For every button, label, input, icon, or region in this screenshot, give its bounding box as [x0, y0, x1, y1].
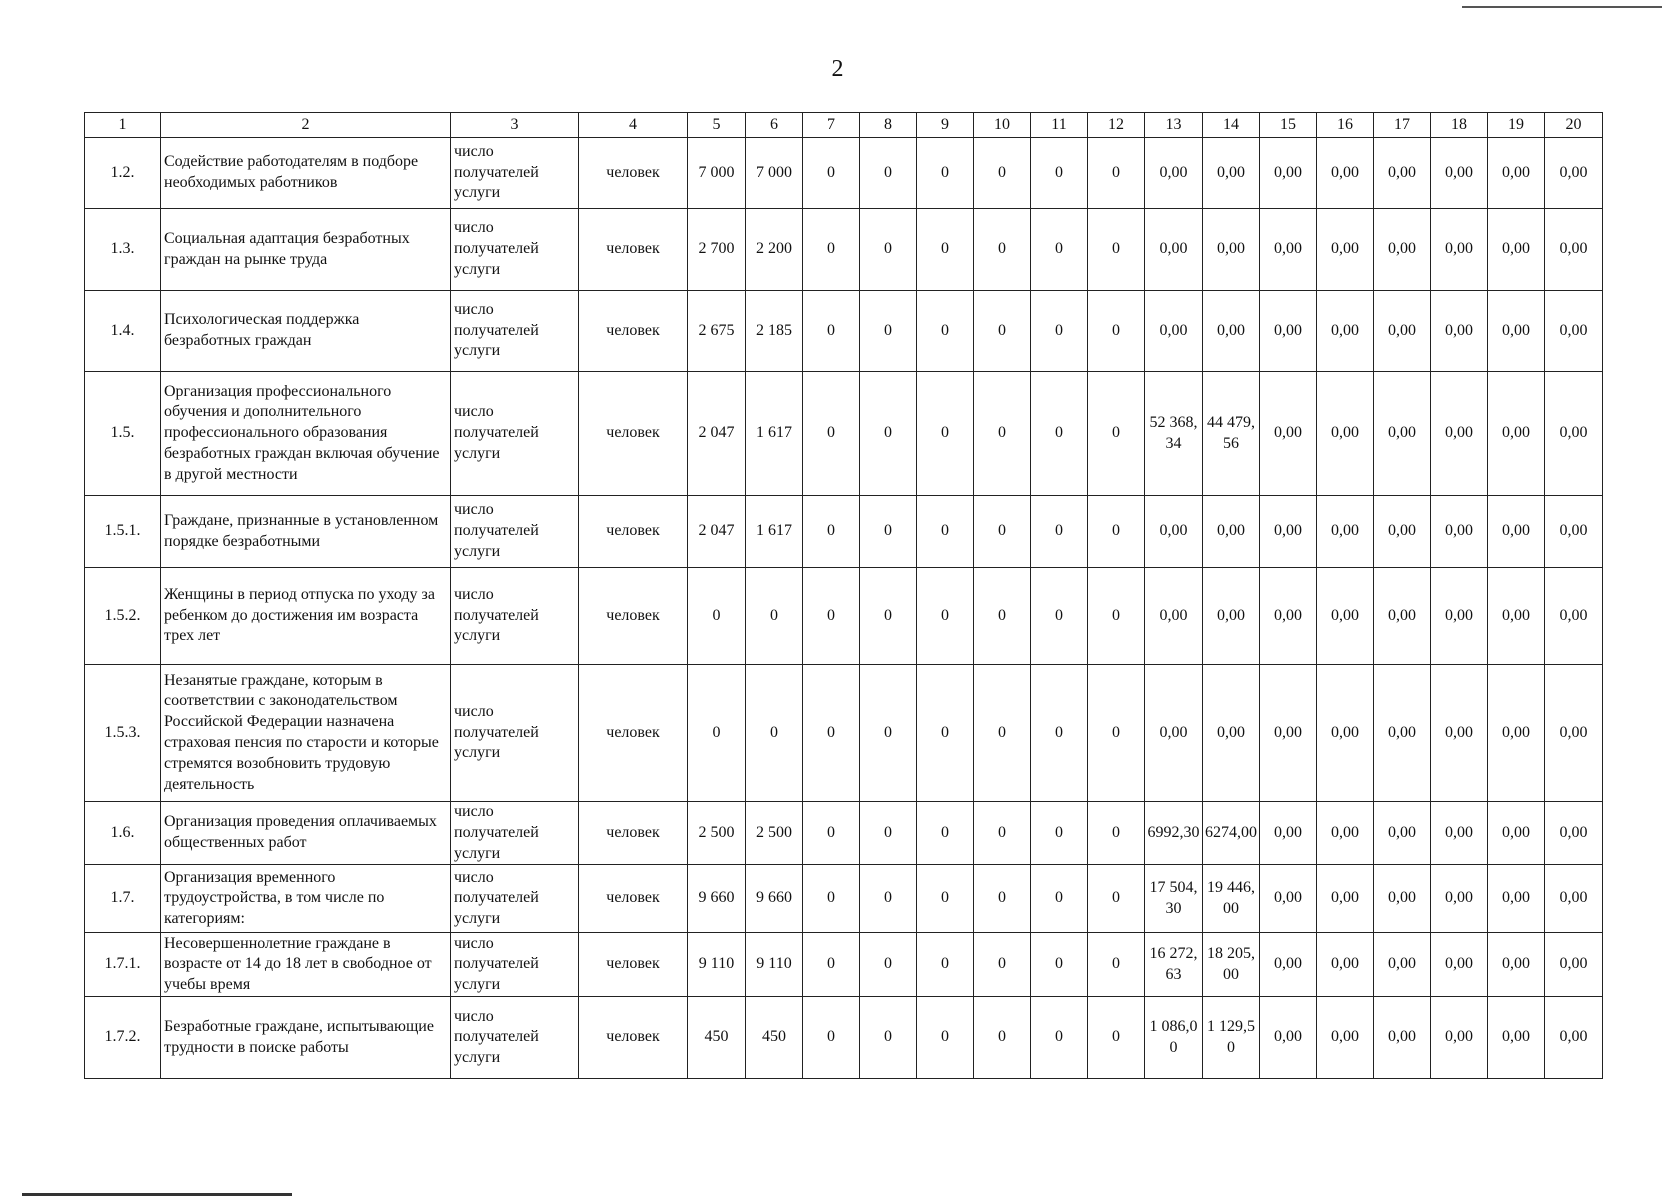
value-cell-col-15: 0,00 [1260, 372, 1317, 496]
value-cell-col-8: 0 [860, 372, 917, 496]
value-cell-col-9: 0 [917, 568, 974, 665]
value-cell-col-16: 0,00 [1317, 372, 1374, 496]
value-cell-col-9: 0 [917, 665, 974, 802]
value-cell-col-6: 2 185 [746, 291, 803, 372]
value-cell-col-20: 0,00 [1545, 865, 1603, 933]
header-cell: 16 [1317, 113, 1374, 138]
row-unit: человек [579, 665, 688, 802]
value-cell-col-9: 0 [917, 209, 974, 291]
table-row [85, 372, 1603, 496]
header-cell: 8 [860, 113, 917, 138]
value-cell-col-8: 0 [860, 291, 917, 372]
value-cell-col-14: 44 479,56 [1203, 372, 1260, 496]
value-cell-col-12: 0 [1088, 802, 1145, 865]
value-cell-col-18: 0,00 [1431, 933, 1488, 997]
value-cell-col-10: 0 [974, 372, 1031, 496]
value-cell-col-11: 0 [1031, 138, 1088, 209]
value-cell-col-12: 0 [1088, 138, 1145, 209]
row-metric: число получателей услуги [451, 865, 579, 933]
row-unit: человек [579, 496, 688, 568]
value-cell-col-16: 0,00 [1317, 496, 1374, 568]
row-name: Содействие работодателям в подборе необходимых работников [161, 138, 451, 209]
row-metric: число получателей услуги [451, 496, 579, 568]
header-cell: 11 [1031, 113, 1088, 138]
value-cell-col-14: 0,00 [1203, 496, 1260, 568]
header-cell: 1 [85, 113, 161, 138]
value-cell-col-6: 7 000 [746, 138, 803, 209]
row-metric: число получателей услуги [451, 802, 579, 865]
value-cell-col-11: 0 [1031, 865, 1088, 933]
value-cell-col-6: 9 110 [746, 933, 803, 997]
value-cell-col-19: 0,00 [1488, 372, 1545, 496]
value-cell-col-7: 0 [803, 568, 860, 665]
value-cell-col-7: 0 [803, 209, 860, 291]
value-cell-col-7: 0 [803, 138, 860, 209]
header-row [85, 113, 1603, 138]
value-cell-col-6: 1 617 [746, 496, 803, 568]
row-metric: число получателей услуги [451, 209, 579, 291]
table-row [85, 138, 1603, 209]
value-cell-col-7: 0 [803, 865, 860, 933]
value-cell-col-6: 2 200 [746, 209, 803, 291]
value-cell-col-14: 0,00 [1203, 665, 1260, 802]
table-row [85, 568, 1603, 665]
value-cell-col-6: 9 660 [746, 865, 803, 933]
value-cell-col-11: 0 [1031, 568, 1088, 665]
value-cell-col-8: 0 [860, 997, 917, 1079]
value-cell-col-13: 0,00 [1145, 665, 1203, 802]
row-unit: человек [579, 372, 688, 496]
value-cell-col-16: 0,00 [1317, 802, 1374, 865]
value-cell-col-19: 0,00 [1488, 138, 1545, 209]
row-unit: человек [579, 802, 688, 865]
value-cell-col-16: 0,00 [1317, 209, 1374, 291]
value-cell-col-16: 0,00 [1317, 568, 1374, 665]
value-cell-col-17: 0,00 [1374, 372, 1431, 496]
value-cell-col-9: 0 [917, 496, 974, 568]
row-metric: число получателей услуги [451, 291, 579, 372]
value-cell-col-9: 0 [917, 291, 974, 372]
value-cell-col-8: 0 [860, 933, 917, 997]
header-cell: 5 [688, 113, 746, 138]
value-cell-col-13: 0,00 [1145, 496, 1203, 568]
value-cell-col-13: 0,00 [1145, 209, 1203, 291]
value-cell-col-6: 450 [746, 997, 803, 1079]
value-cell-col-8: 0 [860, 496, 917, 568]
value-cell-col-13: 0,00 [1145, 291, 1203, 372]
value-cell-col-20: 0,00 [1545, 138, 1603, 209]
row-metric: число получателей услуги [451, 933, 579, 997]
row-name: Психологическая поддержка безработных граждан [161, 291, 451, 372]
value-cell-col-11: 0 [1031, 997, 1088, 1079]
page-number: 2 [831, 56, 844, 82]
value-cell-col-11: 0 [1031, 933, 1088, 997]
value-cell-col-18: 0,00 [1431, 997, 1488, 1079]
value-cell-col-11: 0 [1031, 496, 1088, 568]
value-cell-col-19: 0,00 [1488, 802, 1545, 865]
value-cell-col-5: 9 660 [688, 865, 746, 933]
value-cell-col-13: 0,00 [1145, 138, 1203, 209]
value-cell-col-12: 0 [1088, 568, 1145, 665]
value-cell-col-18: 0,00 [1431, 209, 1488, 291]
value-cell-col-18: 0,00 [1431, 802, 1488, 865]
value-cell-col-15: 0,00 [1260, 138, 1317, 209]
value-cell-col-20: 0,00 [1545, 665, 1603, 802]
value-cell-col-8: 0 [860, 138, 917, 209]
value-cell-col-10: 0 [974, 209, 1031, 291]
value-cell-col-5: 2 700 [688, 209, 746, 291]
row-name: Женщины в период отпуска по уходу за ребенком до достижения им возраста трех лет [161, 568, 451, 665]
value-cell-col-5: 9 110 [688, 933, 746, 997]
top-rule [1462, 6, 1662, 8]
row-metric: число получателей услуги [451, 997, 579, 1079]
header-cell: 10 [974, 113, 1031, 138]
value-cell-col-12: 0 [1088, 865, 1145, 933]
value-cell-col-5: 2 047 [688, 372, 746, 496]
value-cell-col-17: 0,00 [1374, 138, 1431, 209]
value-cell-col-20: 0,00 [1545, 496, 1603, 568]
value-cell-col-19: 0,00 [1488, 291, 1545, 372]
value-cell-col-5: 2 047 [688, 496, 746, 568]
value-cell-col-20: 0,00 [1545, 802, 1603, 865]
value-cell-col-14: 0,00 [1203, 568, 1260, 665]
value-cell-col-20: 0,00 [1545, 372, 1603, 496]
header-cell: 19 [1488, 113, 1545, 138]
row-code: 1.5.1. [85, 496, 161, 568]
value-cell-col-12: 0 [1088, 997, 1145, 1079]
value-cell-col-19: 0,00 [1488, 209, 1545, 291]
bottom-rule [22, 1193, 292, 1196]
value-cell-col-15: 0,00 [1260, 997, 1317, 1079]
row-code: 1.5.2. [85, 568, 161, 665]
value-cell-col-19: 0,00 [1488, 496, 1545, 568]
value-cell-col-18: 0,00 [1431, 865, 1488, 933]
row-code: 1.7. [85, 865, 161, 933]
header-cell: 2 [161, 113, 451, 138]
value-cell-col-15: 0,00 [1260, 209, 1317, 291]
value-cell-col-6: 2 500 [746, 802, 803, 865]
value-cell-col-18: 0,00 [1431, 372, 1488, 496]
value-cell-col-10: 0 [974, 496, 1031, 568]
value-cell-col-5: 0 [688, 665, 746, 802]
value-cell-col-19: 0,00 [1488, 997, 1545, 1079]
value-cell-col-15: 0,00 [1260, 802, 1317, 865]
header-cell: 9 [917, 113, 974, 138]
value-cell-col-13: 16 272,63 [1145, 933, 1203, 997]
header-cell: 17 [1374, 113, 1431, 138]
value-cell-col-7: 0 [803, 933, 860, 997]
value-cell-col-15: 0,00 [1260, 568, 1317, 665]
table-row [85, 209, 1603, 291]
row-code: 1.7.1. [85, 933, 161, 997]
value-cell-col-13: 17 504,30 [1145, 865, 1203, 933]
value-cell-col-17: 0,00 [1374, 496, 1431, 568]
value-cell-col-20: 0,00 [1545, 997, 1603, 1079]
value-cell-col-15: 0,00 [1260, 933, 1317, 997]
row-metric: число получателей услуги [451, 372, 579, 496]
header-cell: 15 [1260, 113, 1317, 138]
header-cell: 6 [746, 113, 803, 138]
value-cell-col-10: 0 [974, 802, 1031, 865]
value-cell-col-13: 0,00 [1145, 568, 1203, 665]
value-cell-col-15: 0,00 [1260, 496, 1317, 568]
value-cell-col-11: 0 [1031, 665, 1088, 802]
table-row [85, 933, 1603, 997]
row-name: Незанятые граждане, которым в соответствии с законодательством Российской Федерации назначена страховая пенсия по старости и которые стремятся возобновить трудовую деятельность [161, 665, 451, 802]
value-cell-col-12: 0 [1088, 665, 1145, 802]
row-metric: число получателей услуги [451, 568, 579, 665]
header-cell: 20 [1545, 113, 1603, 138]
value-cell-col-16: 0,00 [1317, 291, 1374, 372]
value-cell-col-9: 0 [917, 372, 974, 496]
value-cell-col-14: 0,00 [1203, 291, 1260, 372]
row-name: Социальная адаптация безработных граждан на рынке труда [161, 209, 451, 291]
value-cell-col-8: 0 [860, 865, 917, 933]
row-name: Безработные граждане, испытывающие трудности в поиске работы [161, 997, 451, 1079]
row-unit: человек [579, 865, 688, 933]
value-cell-col-14: 0,00 [1203, 138, 1260, 209]
value-cell-col-11: 0 [1031, 209, 1088, 291]
value-cell-col-16: 0,00 [1317, 865, 1374, 933]
row-code: 1.2. [85, 138, 161, 209]
header-cell: 13 [1145, 113, 1203, 138]
value-cell-col-8: 0 [860, 209, 917, 291]
value-cell-col-10: 0 [974, 568, 1031, 665]
value-cell-col-15: 0,00 [1260, 665, 1317, 802]
value-cell-col-14: 1 129,50 [1203, 997, 1260, 1079]
value-cell-col-12: 0 [1088, 372, 1145, 496]
row-name: Организация профессионального обучения и дополнительного профессионального образования безработных граждан включая обучение в другой местности [161, 372, 451, 496]
table-row [85, 865, 1603, 933]
header-cell: 14 [1203, 113, 1260, 138]
value-cell-col-7: 0 [803, 372, 860, 496]
value-cell-col-6: 0 [746, 665, 803, 802]
value-cell-col-9: 0 [917, 933, 974, 997]
value-cell-col-19: 0,00 [1488, 568, 1545, 665]
value-cell-col-19: 0,00 [1488, 665, 1545, 802]
value-cell-col-13: 1 086,00 [1145, 997, 1203, 1079]
value-cell-col-18: 0,00 [1431, 568, 1488, 665]
row-code: 1.4. [85, 291, 161, 372]
value-cell-col-17: 0,00 [1374, 933, 1431, 997]
value-cell-col-5: 7 000 [688, 138, 746, 209]
value-cell-col-17: 0,00 [1374, 665, 1431, 802]
row-unit: человек [579, 997, 688, 1079]
value-cell-col-11: 0 [1031, 372, 1088, 496]
header-cell: 4 [579, 113, 688, 138]
row-name: Организация временного трудоустройства, в том числе по категориям: [161, 865, 451, 933]
header-cell: 3 [451, 113, 579, 138]
value-cell-col-15: 0,00 [1260, 291, 1317, 372]
value-cell-col-17: 0,00 [1374, 291, 1431, 372]
value-cell-col-10: 0 [974, 665, 1031, 802]
value-cell-col-12: 0 [1088, 209, 1145, 291]
value-cell-col-19: 0,00 [1488, 865, 1545, 933]
value-cell-col-12: 0 [1088, 496, 1145, 568]
report-table [84, 112, 1603, 1079]
value-cell-col-10: 0 [974, 138, 1031, 209]
row-name: Граждане, признанные в установленном порядке безработными [161, 496, 451, 568]
value-cell-col-20: 0,00 [1545, 209, 1603, 291]
value-cell-col-8: 0 [860, 802, 917, 865]
value-cell-col-17: 0,00 [1374, 209, 1431, 291]
row-code: 1.5.3. [85, 665, 161, 802]
value-cell-col-5: 2 500 [688, 802, 746, 865]
row-name: Несовершеннолетние граждане в возрасте от 14 до 18 лет в свободное от учебы время [161, 933, 451, 997]
value-cell-col-7: 0 [803, 665, 860, 802]
table-row [85, 997, 1603, 1079]
table-body [85, 113, 1603, 1079]
row-unit: человек [579, 568, 688, 665]
value-cell-col-18: 0,00 [1431, 496, 1488, 568]
row-code: 1.7.2. [85, 997, 161, 1079]
row-code: 1.5. [85, 372, 161, 496]
value-cell-col-16: 0,00 [1317, 933, 1374, 997]
value-cell-col-12: 0 [1088, 291, 1145, 372]
value-cell-col-14: 19 446,00 [1203, 865, 1260, 933]
value-cell-col-10: 0 [974, 865, 1031, 933]
table-row [85, 665, 1603, 802]
header-cell: 12 [1088, 113, 1145, 138]
row-name: Организация проведения оплачиваемых общественных работ [161, 802, 451, 865]
value-cell-col-17: 0,00 [1374, 802, 1431, 865]
value-cell-col-18: 0,00 [1431, 665, 1488, 802]
value-cell-col-14: 0,00 [1203, 209, 1260, 291]
row-metric: число получателей услуги [451, 138, 579, 209]
row-code: 1.3. [85, 209, 161, 291]
value-cell-col-12: 0 [1088, 933, 1145, 997]
value-cell-col-16: 0,00 [1317, 997, 1374, 1079]
value-cell-col-5: 2 675 [688, 291, 746, 372]
row-unit: человек [579, 933, 688, 997]
value-cell-col-8: 0 [860, 665, 917, 802]
value-cell-col-9: 0 [917, 138, 974, 209]
value-cell-col-5: 0 [688, 568, 746, 665]
value-cell-col-20: 0,00 [1545, 568, 1603, 665]
value-cell-col-9: 0 [917, 997, 974, 1079]
value-cell-col-7: 0 [803, 496, 860, 568]
value-cell-col-17: 0,00 [1374, 997, 1431, 1079]
value-cell-col-20: 0,00 [1545, 933, 1603, 997]
value-cell-col-5: 450 [688, 997, 746, 1079]
value-cell-col-9: 0 [917, 802, 974, 865]
value-cell-col-10: 0 [974, 997, 1031, 1079]
value-cell-col-18: 0,00 [1431, 138, 1488, 209]
value-cell-col-15: 0,00 [1260, 865, 1317, 933]
row-code: 1.6. [85, 802, 161, 865]
row-unit: человек [579, 291, 688, 372]
value-cell-col-20: 0,00 [1545, 291, 1603, 372]
value-cell-col-6: 0 [746, 568, 803, 665]
value-cell-col-10: 0 [974, 933, 1031, 997]
value-cell-col-18: 0,00 [1431, 291, 1488, 372]
value-cell-col-6: 1 617 [746, 372, 803, 496]
row-metric: число получателей услуги [451, 665, 579, 802]
value-cell-col-16: 0,00 [1317, 138, 1374, 209]
value-cell-col-11: 0 [1031, 802, 1088, 865]
value-cell-col-17: 0,00 [1374, 865, 1431, 933]
value-cell-col-8: 0 [860, 568, 917, 665]
row-unit: человек [579, 209, 688, 291]
value-cell-col-7: 0 [803, 291, 860, 372]
value-cell-col-17: 0,00 [1374, 568, 1431, 665]
value-cell-col-13: 6992,30 [1145, 802, 1203, 865]
header-cell: 7 [803, 113, 860, 138]
value-cell-col-7: 0 [803, 997, 860, 1079]
value-cell-col-16: 0,00 [1317, 665, 1374, 802]
value-cell-col-7: 0 [803, 802, 860, 865]
value-cell-col-9: 0 [917, 865, 974, 933]
value-cell-col-10: 0 [974, 291, 1031, 372]
header-cell: 18 [1431, 113, 1488, 138]
row-unit: человек [579, 138, 688, 209]
table-row [85, 291, 1603, 372]
value-cell-col-13: 52 368,34 [1145, 372, 1203, 496]
value-cell-col-14: 6274,00 [1203, 802, 1260, 865]
table-row [85, 802, 1603, 865]
table-row [85, 496, 1603, 568]
value-cell-col-19: 0,00 [1488, 933, 1545, 997]
value-cell-col-14: 18 205,00 [1203, 933, 1260, 997]
value-cell-col-11: 0 [1031, 291, 1088, 372]
